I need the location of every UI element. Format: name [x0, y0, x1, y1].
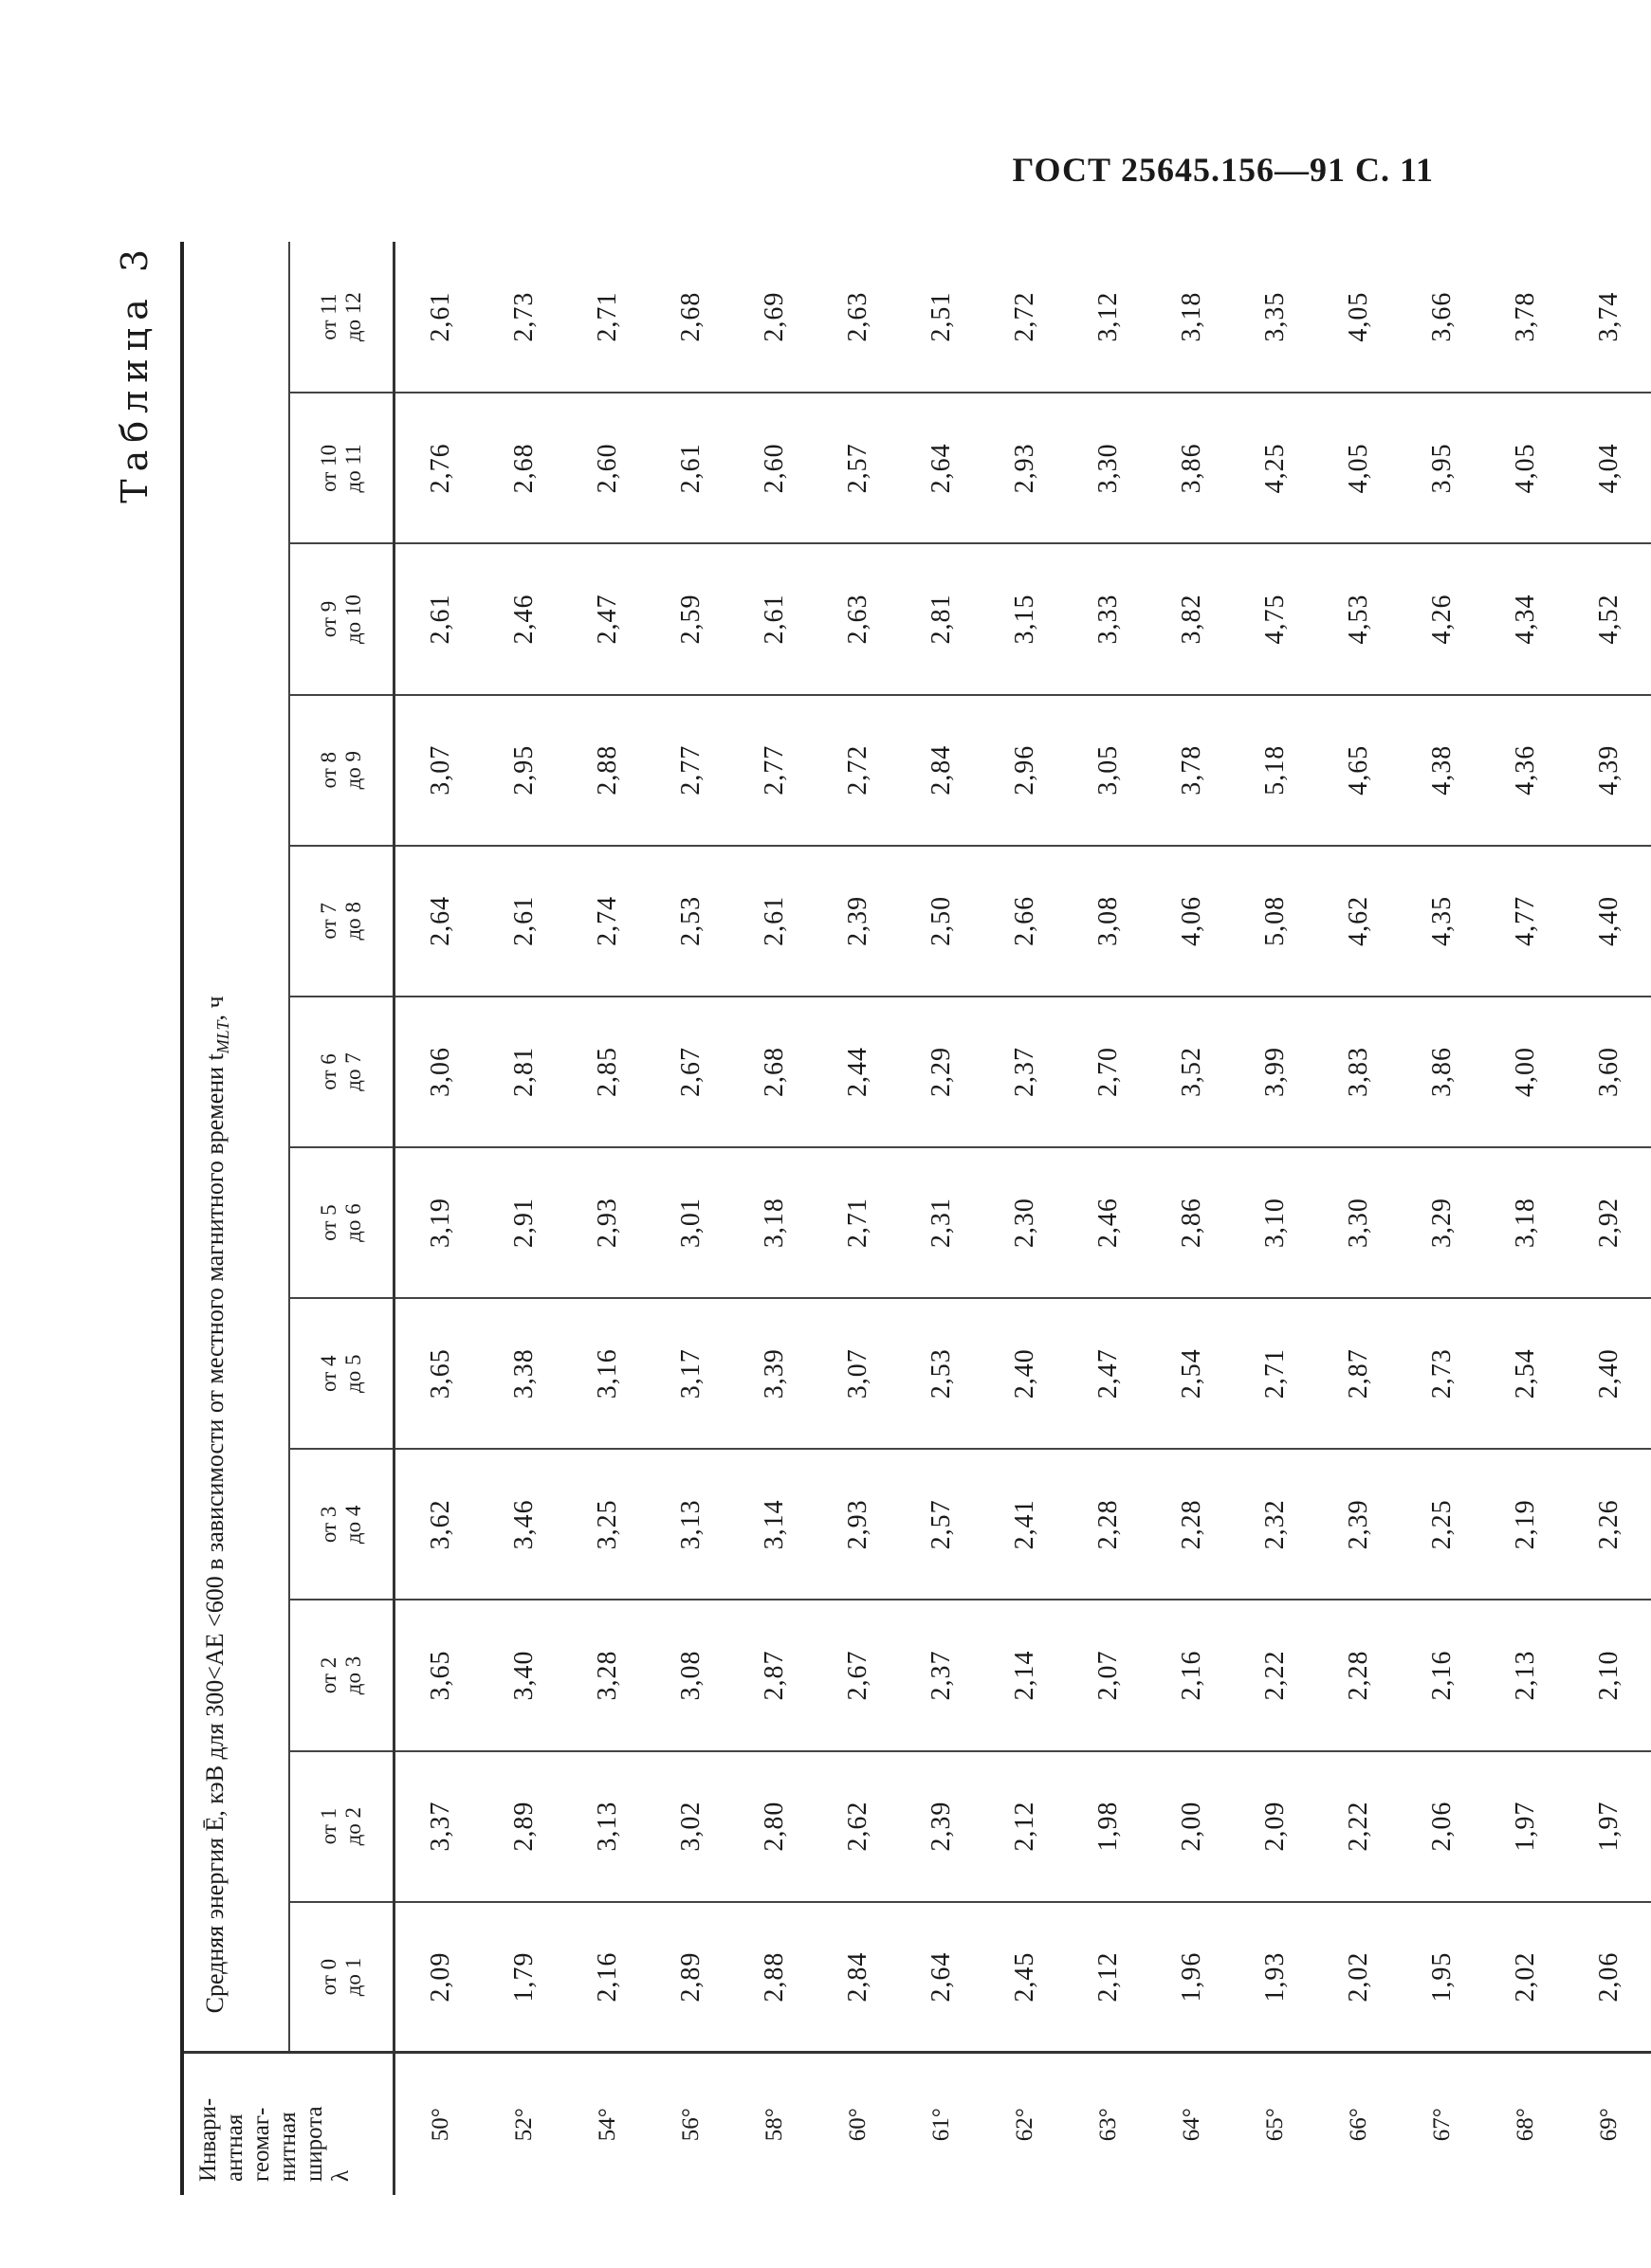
- value-cell: 3,86: [1150, 393, 1234, 543]
- value-cell: 2,92: [1568, 1147, 1651, 1298]
- value-cell: 2,10: [1568, 1600, 1651, 1750]
- value-cell: 3,66: [1427, 291, 1457, 342]
- value-cell: 3,28: [566, 1600, 650, 1750]
- table-row: [900, 242, 983, 2195]
- value-cell: 2,61: [483, 846, 566, 997]
- value-cell: 1,97: [1484, 1751, 1568, 1902]
- caption-end: , ч: [201, 996, 229, 1021]
- value-cell: 4,26: [1401, 543, 1484, 694]
- value-cell: 2,47: [1067, 1298, 1150, 1449]
- value-cell: 2,68: [483, 393, 566, 543]
- value-cell: 2,50: [900, 846, 983, 997]
- value-cell: 3,18: [1177, 291, 1206, 342]
- table-row: [733, 242, 816, 2195]
- value-cell: 2,46: [1067, 1147, 1150, 1298]
- latitude-cell: 62°: [983, 2053, 1067, 2195]
- value-cell: 3,78: [1150, 695, 1234, 846]
- value-cell: 4,05: [1484, 393, 1568, 543]
- column-header: от 7 до 8: [289, 846, 394, 997]
- value-cell: 2,45: [983, 1902, 1067, 2053]
- value-cell: 2,54: [1150, 1298, 1234, 1449]
- column-header: от 10 до 11: [289, 393, 394, 543]
- value-cell: 2,68: [733, 997, 816, 1147]
- value-cell: 2,06: [1401, 1751, 1484, 1902]
- column-header: от 6 до 7: [289, 997, 394, 1147]
- value-cell: 3,74: [1594, 291, 1623, 342]
- value-cell: 3,08: [1067, 846, 1150, 997]
- value-cell: 2,46: [483, 543, 566, 694]
- column-header: от 1 до 2: [289, 1751, 394, 1902]
- value-cell: 4,00: [1484, 997, 1568, 1147]
- value-cell: 4,53: [1317, 543, 1401, 694]
- latitude-cell: 58°: [733, 2053, 816, 2195]
- value-cell: 3,65: [394, 1600, 484, 1750]
- column-header-row: [289, 242, 394, 2195]
- value-cell: 2,84: [900, 695, 983, 846]
- column-header: от 3 до 4: [289, 1449, 394, 1600]
- value-cell: 2,28: [1150, 1449, 1234, 1600]
- table-label: Таблица 3: [114, 242, 156, 503]
- value-cell: 2,66: [983, 846, 1067, 997]
- value-cell: 1,79: [483, 1902, 566, 2053]
- value-cell: 2,60: [733, 393, 816, 543]
- table-row: [394, 242, 484, 2195]
- value-cell: 3,25: [566, 1449, 650, 1600]
- column-header: от 0 до 1: [289, 1902, 394, 2053]
- value-cell: 3,83: [1317, 997, 1401, 1147]
- value-cell: 2,16: [1401, 1600, 1484, 1750]
- value-cell: 1,93: [1234, 1902, 1317, 2053]
- column-header: от 4 до 5: [289, 1298, 394, 1449]
- latitude-cell: 56°: [650, 2053, 733, 2195]
- value-cell: 3,99: [1234, 997, 1317, 1147]
- table-row: [1484, 242, 1568, 2195]
- latitude-cell: 54°: [566, 2053, 650, 2195]
- value-cell: 2,12: [1067, 1902, 1150, 2053]
- value-cell: 4,36: [1484, 695, 1568, 846]
- value-cell: 2,70: [1067, 997, 1150, 1147]
- value-cell: 2,28: [1317, 1600, 1401, 1750]
- column-header: от 11 до 12: [289, 242, 394, 393]
- column-header: от 9 до 10: [289, 543, 394, 694]
- table-caption: [182, 242, 289, 2053]
- value-cell: 2,31: [900, 1147, 983, 1298]
- value-cell: 3,30: [1317, 1147, 1401, 1298]
- value-cell: 4,04: [1568, 393, 1651, 543]
- value-cell: 3,60: [1568, 997, 1651, 1147]
- value-cell: 2,81: [483, 997, 566, 1147]
- value-cell: 3,08: [650, 1600, 733, 1750]
- value-cell: 3,13: [650, 1449, 733, 1600]
- latitude-cell: 66°: [1317, 2053, 1401, 2195]
- value-cell: 2,63: [843, 291, 872, 342]
- latitude-cell: 67°: [1401, 2053, 1484, 2195]
- value-cell: 2,51: [926, 291, 956, 342]
- value-cell: 4,06: [1150, 846, 1234, 997]
- value-cell: 2,72: [816, 695, 900, 846]
- value-cell: 2,16: [566, 1902, 650, 2053]
- latitude-cell: 60°: [816, 2053, 900, 2195]
- value-cell: 2,88: [566, 695, 650, 846]
- value-cell: 1,98: [1067, 1751, 1150, 1902]
- value-cell: 2,07: [1067, 1600, 1150, 1750]
- value-cell: 2,06: [1568, 1902, 1651, 2053]
- value-cell: 2,41: [983, 1449, 1067, 1600]
- value-cell: 3,52: [1150, 997, 1234, 1147]
- value-cell: 2,95: [483, 695, 566, 846]
- value-cell: 2,71: [1234, 1298, 1317, 1449]
- value-cell: 4,52: [1568, 543, 1651, 694]
- value-cell: 3,33: [1067, 543, 1150, 694]
- value-cell: 2,96: [983, 695, 1067, 846]
- table-row: [1568, 242, 1651, 2195]
- value-cell: 4,75: [1234, 543, 1317, 694]
- value-cell: 2,93: [983, 393, 1067, 543]
- value-cell: 2,81: [900, 543, 983, 694]
- value-cell: 2,91: [483, 1147, 566, 1298]
- column-header: от 8 до 9: [289, 695, 394, 846]
- value-cell: 2,32: [1234, 1449, 1317, 1600]
- column-header: от 2 до 3: [289, 1600, 394, 1750]
- value-cell: 2,72: [1010, 291, 1039, 342]
- value-cell: 4,62: [1317, 846, 1401, 997]
- value-cell: 4,38: [1401, 695, 1484, 846]
- value-cell: 3,17: [650, 1298, 733, 1449]
- value-cell: 2,64: [900, 393, 983, 543]
- value-cell: 2,16: [1150, 1600, 1234, 1750]
- energy-table: [180, 242, 1651, 2195]
- value-cell: 2,39: [1317, 1449, 1401, 1600]
- table-row: [1317, 242, 1401, 2195]
- value-cell: 3,01: [650, 1147, 733, 1298]
- caption-main: Средняя энергия Ē, кэВ для 300<AE <600 в зависимости от местного магнитного времени t: [201, 1053, 229, 2014]
- value-cell: 2,44: [816, 997, 900, 1147]
- value-cell: 3,38: [483, 1298, 566, 1449]
- value-cell: 2,73: [509, 291, 539, 342]
- value-cell: 2,77: [650, 695, 733, 846]
- value-cell: 3,37: [394, 1751, 484, 1902]
- value-cell: 2,29: [900, 997, 983, 1147]
- value-cell: 3,29: [1401, 1147, 1484, 1298]
- value-cell: 2,93: [566, 1147, 650, 1298]
- table-row: [1067, 242, 1150, 2195]
- value-cell: 3,13: [566, 1751, 650, 1902]
- value-cell: 3,14: [733, 1449, 816, 1600]
- value-cell: 4,35: [1401, 846, 1484, 997]
- value-cell: 2,40: [1568, 1298, 1651, 1449]
- value-cell: 2,61: [394, 543, 484, 694]
- table-row: [1150, 242, 1234, 2195]
- value-cell: 2,59: [650, 543, 733, 694]
- value-cell: 2,68: [676, 291, 706, 342]
- value-cell: 3,18: [1484, 1147, 1568, 1298]
- value-cell: 2,74: [566, 846, 650, 997]
- value-cell: 2,87: [1317, 1298, 1401, 1449]
- value-cell: 3,95: [1401, 393, 1484, 543]
- latitude-cell: 50°: [394, 2053, 484, 2195]
- value-cell: 2,53: [900, 1298, 983, 1449]
- table-row: [566, 242, 650, 2195]
- value-cell: 2,09: [1234, 1751, 1317, 1902]
- value-cell: 3,35: [1260, 291, 1290, 342]
- value-cell: 2,61: [650, 393, 733, 543]
- table-row: [483, 242, 566, 2195]
- value-cell: 3,07: [816, 1298, 900, 1449]
- value-cell: 3,82: [1150, 543, 1234, 694]
- value-cell: 4,25: [1234, 393, 1317, 543]
- value-cell: 2,57: [816, 393, 900, 543]
- value-cell: 2,39: [816, 846, 900, 997]
- value-cell: 3,40: [483, 1600, 566, 1750]
- table-body: [394, 242, 1651, 2195]
- value-cell: 2,88: [733, 1902, 816, 2053]
- value-cell: 3,46: [483, 1449, 566, 1600]
- value-cell: 2,89: [650, 1902, 733, 2053]
- value-cell: 4,39: [1568, 695, 1651, 846]
- value-cell: 2,76: [394, 393, 484, 543]
- value-cell: 2,37: [900, 1600, 983, 1750]
- value-cell: 3,39: [733, 1298, 816, 1449]
- value-cell: 4,05: [1317, 393, 1401, 543]
- value-cell: 2,02: [1317, 1902, 1401, 2053]
- value-cell: 4,05: [1344, 291, 1373, 342]
- value-cell: 1,97: [1568, 1751, 1651, 1902]
- value-cell: 4,77: [1484, 846, 1568, 997]
- value-cell: 2,71: [816, 1147, 900, 1298]
- table-row: [1401, 242, 1484, 2195]
- latitude-cell: 52°: [483, 2053, 566, 2195]
- column-header: от 5 до 6: [289, 1147, 394, 1298]
- value-cell: 2,69: [760, 291, 789, 342]
- value-cell: 2,61: [426, 291, 455, 342]
- value-cell: 4,34: [1484, 543, 1568, 694]
- value-cell: 2,00: [1150, 1751, 1234, 1902]
- value-cell: 4,65: [1317, 695, 1401, 846]
- value-cell: 2,19: [1484, 1449, 1568, 1600]
- value-cell: 2,28: [1067, 1449, 1150, 1600]
- value-cell: 2,63: [816, 543, 900, 694]
- value-cell: 3,15: [983, 543, 1067, 694]
- value-cell: 1,96: [1150, 1902, 1234, 2053]
- value-cell: 2,22: [1317, 1751, 1401, 1902]
- latitude-cell: 63°: [1067, 2053, 1150, 2195]
- table-row: [816, 242, 900, 2195]
- value-cell: 2,60: [566, 393, 650, 543]
- value-cell: 2,73: [1401, 1298, 1484, 1449]
- value-cell: 2,89: [483, 1751, 566, 1902]
- value-cell: 2,61: [733, 846, 816, 997]
- value-cell: 3,07: [394, 695, 484, 846]
- value-cell: 5,18: [1234, 695, 1317, 846]
- value-cell: 2,47: [566, 543, 650, 694]
- value-cell: 2,09: [394, 1902, 484, 2053]
- value-cell: 4,40: [1568, 846, 1651, 997]
- value-cell: 2,02: [1484, 1902, 1568, 2053]
- value-cell: 2,12: [983, 1751, 1067, 1902]
- value-cell: 5,08: [1234, 846, 1317, 997]
- value-cell: 2,25: [1401, 1449, 1484, 1600]
- table-row: [1234, 242, 1317, 2195]
- value-cell: 3,62: [394, 1449, 484, 1600]
- latitude-header: Инвари- антная геомаг- нитная широта λ: [182, 2053, 394, 2195]
- value-cell: 2,26: [1568, 1449, 1651, 1600]
- value-cell: 2,39: [900, 1751, 983, 1902]
- value-cell: 2,57: [900, 1449, 983, 1600]
- value-cell: 2,64: [900, 1902, 983, 2053]
- value-cell: 3,06: [394, 997, 484, 1147]
- value-cell: 2,61: [733, 543, 816, 694]
- value-cell: 2,14: [983, 1600, 1067, 1750]
- value-cell: 3,19: [394, 1147, 484, 1298]
- value-cell: 3,10: [1234, 1147, 1317, 1298]
- value-cell: 2,67: [650, 997, 733, 1147]
- value-cell: 3,65: [394, 1298, 484, 1449]
- value-cell: 2,86: [1150, 1147, 1234, 1298]
- latitude-cell: 61°: [900, 2053, 983, 2195]
- value-cell: 3,78: [1511, 291, 1540, 342]
- latitude-cell: 65°: [1234, 2053, 1317, 2195]
- table-row: [983, 242, 1067, 2195]
- value-cell: 3,30: [1067, 393, 1150, 543]
- table-row: [650, 242, 733, 2195]
- value-cell: 2,71: [593, 291, 622, 342]
- value-cell: 2,22: [1234, 1600, 1317, 1750]
- value-cell: 3,18: [733, 1147, 816, 1298]
- value-cell: 2,54: [1484, 1298, 1568, 1449]
- value-cell: 3,12: [1093, 291, 1123, 342]
- value-cell: 3,16: [566, 1298, 650, 1449]
- value-cell: 1,95: [1401, 1902, 1484, 2053]
- value-cell: 3,05: [1067, 695, 1150, 846]
- latitude-cell: 69°: [1568, 2053, 1651, 2195]
- value-cell: 2,53: [650, 846, 733, 997]
- value-cell: 2,37: [983, 997, 1067, 1147]
- value-cell: 2,77: [733, 695, 816, 846]
- value-cell: 3,86: [1401, 997, 1484, 1147]
- value-cell: 2,62: [816, 1751, 900, 1902]
- rotated-table-block: [114, 242, 1623, 2195]
- value-cell: 2,85: [566, 997, 650, 1147]
- value-cell: 2,13: [1484, 1600, 1568, 1750]
- latitude-cell: 68°: [1484, 2053, 1568, 2195]
- value-cell: 2,84: [816, 1902, 900, 2053]
- value-cell: 3,02: [650, 1751, 733, 1902]
- value-cell: 2,80: [733, 1751, 816, 1902]
- value-cell: 2,40: [983, 1298, 1067, 1449]
- value-cell: 2,93: [816, 1449, 900, 1600]
- value-cell: 2,30: [983, 1147, 1067, 1298]
- caption-sub: MLT: [213, 1020, 233, 1054]
- latitude-cell: 64°: [1150, 2053, 1234, 2195]
- page-header: ГОСТ 25645.156—91 С. 11: [1012, 151, 1434, 189]
- value-cell: 2,87: [733, 1600, 816, 1750]
- value-cell: 2,67: [816, 1600, 900, 1750]
- value-cell: 2,64: [394, 846, 484, 997]
